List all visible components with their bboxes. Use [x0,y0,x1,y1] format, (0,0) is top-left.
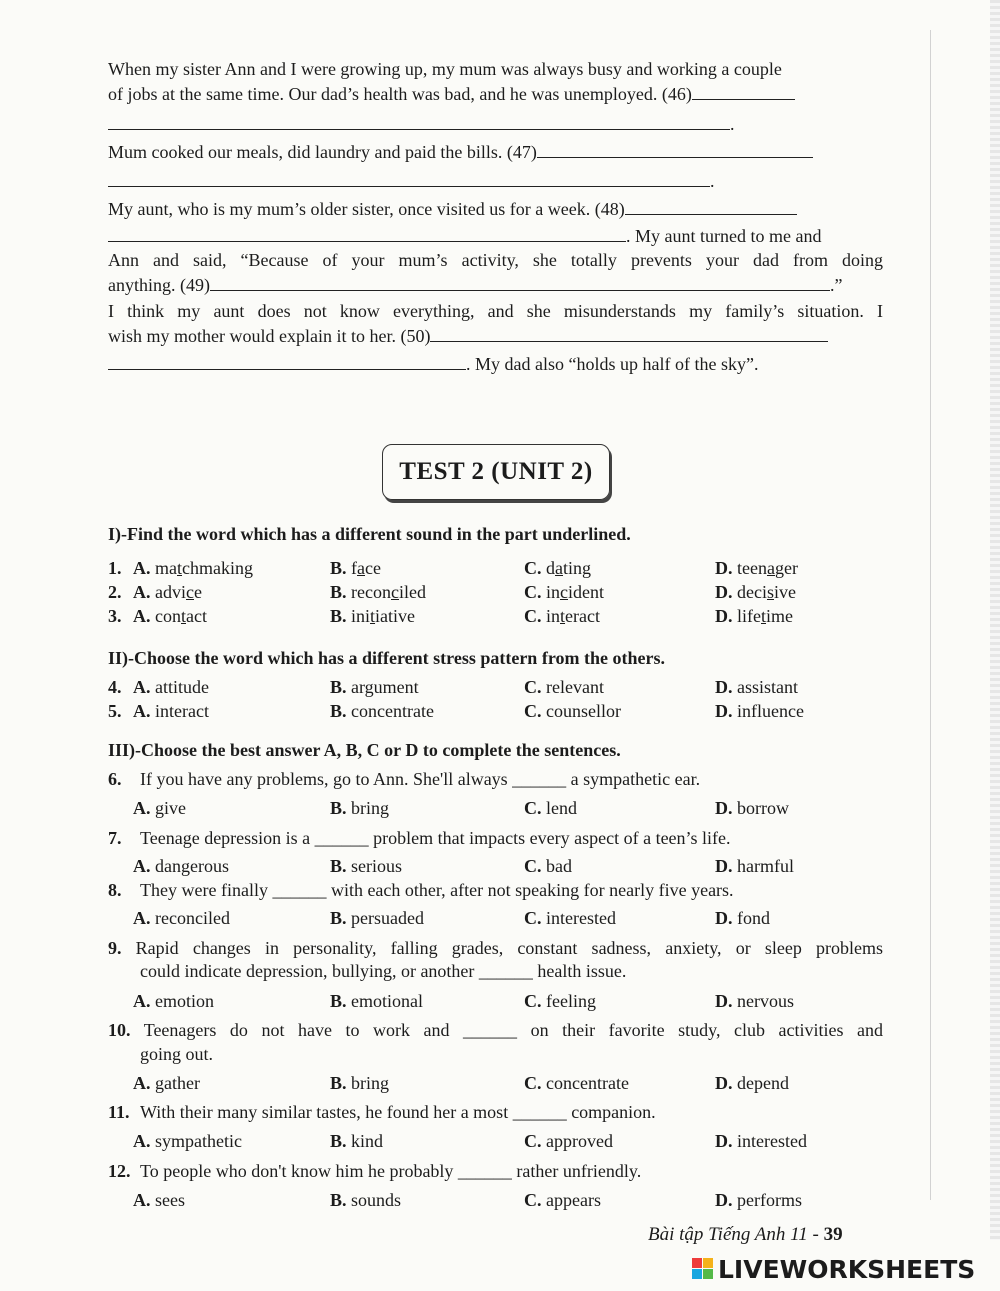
option-b[interactable]: B. bring [330,1073,390,1093]
option-b[interactable]: B. bring [330,798,390,818]
option-b[interactable]: B. reconciled [330,582,426,602]
option-c[interactable]: C. approved [524,1131,613,1151]
question-11: 11. With their many similar tastes, he found her a most ______ companion. [108,1102,656,1122]
option-d[interactable]: D. nervous [715,991,794,1011]
question-9: 9. Rapid changes in personality, falling grades, constant sadness, anxiety, or sleep problems [108,938,883,958]
option-d[interactable]: D. influence [715,701,804,721]
answer-row [0,1190,1000,1214]
option-b[interactable]: B. emotional [330,991,423,1011]
passage-line: . [108,113,735,135]
passage-line: My aunt, who is my mum’s older sister, once visited us for a week. (48) [108,198,797,220]
answer-row [0,798,1000,822]
option-b[interactable]: B. kind [330,1131,384,1151]
answer-blank-47-cont[interactable] [108,170,710,187]
answer-row [0,856,1000,880]
option-d[interactable]: D. harmful [715,856,794,876]
option-c[interactable]: C. interact [524,606,600,626]
test-title: TEST 2 (UNIT 2) [382,444,610,500]
passage-line: Mum cooked our meals, did laundry and paid the bills. (47) [108,141,813,163]
option-b[interactable]: B. concentrate [330,701,434,721]
option-c[interactable]: C. dating [524,558,592,578]
question-12: 12. To people who don't know him he probably ______ rather unfriendly. [108,1161,642,1181]
page-footer: Bài tập Tiếng Anh 11 - 39 [648,1224,843,1245]
answer-row [0,1073,1000,1097]
answer-blank-48[interactable] [625,198,797,215]
option-b[interactable]: B. persuaded [330,908,424,928]
section-heading: III)-Choose the best answer A, B, C or D to complete the sentences. [108,740,621,760]
section-heading: I)-Find the word which has a different sound in the part underlined. [108,524,631,544]
option-b[interactable]: B. serious [330,856,403,876]
option-d[interactable]: D. decisive [715,582,796,602]
option-c[interactable]: C. incident [524,582,605,602]
option-a[interactable]: A. interact [133,701,209,721]
option-d[interactable]: D. depend [715,1073,789,1093]
answer-blank-46-cont[interactable] [108,113,730,130]
pronunciation-row: 3. A. contact B. initiative C. interact D. lifetime [108,606,794,626]
liveworksheets-logo[interactable] [692,1254,975,1284]
option-b[interactable]: B. face [330,558,381,578]
passage-line: . My dad also “holds up half of the sky”. [108,353,758,375]
option-b[interactable]: B. initiative [330,606,416,626]
option-a[interactable]: A. contact [133,606,207,626]
option-c[interactable]: C. appears [524,1190,601,1210]
option-c[interactable]: C. bad [524,856,572,876]
option-c[interactable]: C. counsellor [524,701,621,721]
stress-row: 4. A. attitude B. argument C. relevant D. assistant [108,677,798,697]
passage-line: . My aunt turned to me and [108,225,821,247]
answer-blank-50-cont[interactable] [108,353,466,370]
passage-line: wish my mother would explain it to her. (50) [108,325,828,347]
option-a[interactable]: A. gather [133,1073,200,1093]
page-number: 39 [823,1224,843,1245]
option-c[interactable]: C. lend [524,798,577,818]
question-10-cont: going out. [140,1044,214,1064]
option-a[interactable]: A. sympathetic [133,1131,242,1151]
option-a[interactable]: A. advice [133,582,202,602]
passage-line: anything. (49) .” [108,275,843,295]
answer-row [0,991,1000,1015]
option-a[interactable]: A. emotion [133,991,214,1011]
option-b[interactable]: B. sounds [330,1190,402,1210]
answer-blank-46[interactable] [692,83,795,100]
section-heading: II)-Choose the word which has a different stress pattern from the others. [108,648,665,668]
answer-blank-48-cont[interactable] [108,225,626,242]
option-c[interactable]: C. feeling [524,991,596,1011]
answer-blank-50[interactable] [430,325,828,342]
option-a[interactable]: A. reconciled [133,908,230,928]
question-6: 6. If you have any problems, go to Ann. She'll always ______ a sympathetic ear. [108,769,701,789]
option-a[interactable]: A. sees [133,1190,185,1210]
option-d[interactable]: D. assistant [715,677,798,697]
option-d[interactable]: D. fond [715,908,770,928]
answer-row [0,908,1000,932]
pronunciation-row: 2. A. advice B. reconciled C. incident D. decisive [108,582,796,602]
option-a[interactable]: A. give [133,798,186,818]
option-a[interactable]: A. matchmaking [133,558,253,578]
passage-line: Ann and said, “Because of your mum’s activity, she totally prevents your dad from doing [108,250,883,270]
option-a[interactable]: A. attitude [133,677,209,697]
answer-blank-47[interactable] [537,141,813,158]
question-8: 8. They were finally ______ with each other, after not speaking for nearly five years. [108,880,734,900]
option-d[interactable]: D. teenager [715,558,798,578]
question-10: 10. Teenagers do not have to work and ______ on their favorite study, club activities and [108,1020,883,1040]
option-d[interactable]: D. performs [715,1190,802,1210]
passage-line: . [108,170,715,192]
option-d[interactable]: D. lifetime [715,606,794,626]
option-d[interactable]: D. interested [715,1131,807,1151]
question-9-cont: could indicate depression, bullying, or another ______ health issue. [140,961,627,981]
option-c[interactable]: C. interested [524,908,616,928]
pronunciation-row: 1. A. matchmaking B. face C. dating D. teenager [108,558,798,578]
answer-blank-49[interactable] [210,274,830,291]
passage-line: When my sister Ann and I were growing up, my mum was always busy and working a couple [108,59,782,79]
answer-row [0,1131,1000,1155]
logo-text: LIVEWORKSHEETS [718,1254,976,1284]
question-7: 7. Teenage depression is a ______ problem that impacts every aspect of a teen’s life. [108,828,731,848]
option-b[interactable]: B. argument [330,677,419,697]
option-c[interactable]: C. relevant [524,677,604,697]
stress-row: 5. A. interact B. concentrate C. counsellor D. influence [108,701,804,721]
passage-line: of jobs at the same time. Our dad’s health was bad, and he was unemployed. (46) [108,83,795,105]
option-a[interactable]: A. dangerous [133,856,229,876]
liveworksheets-logo-icon [692,1258,714,1280]
option-c[interactable]: C. concentrate [524,1073,629,1093]
passage-line: I think my aunt does not know everything, and she misunderstands my family’s situation. I [108,301,883,321]
option-d[interactable]: D. borrow [715,798,789,818]
